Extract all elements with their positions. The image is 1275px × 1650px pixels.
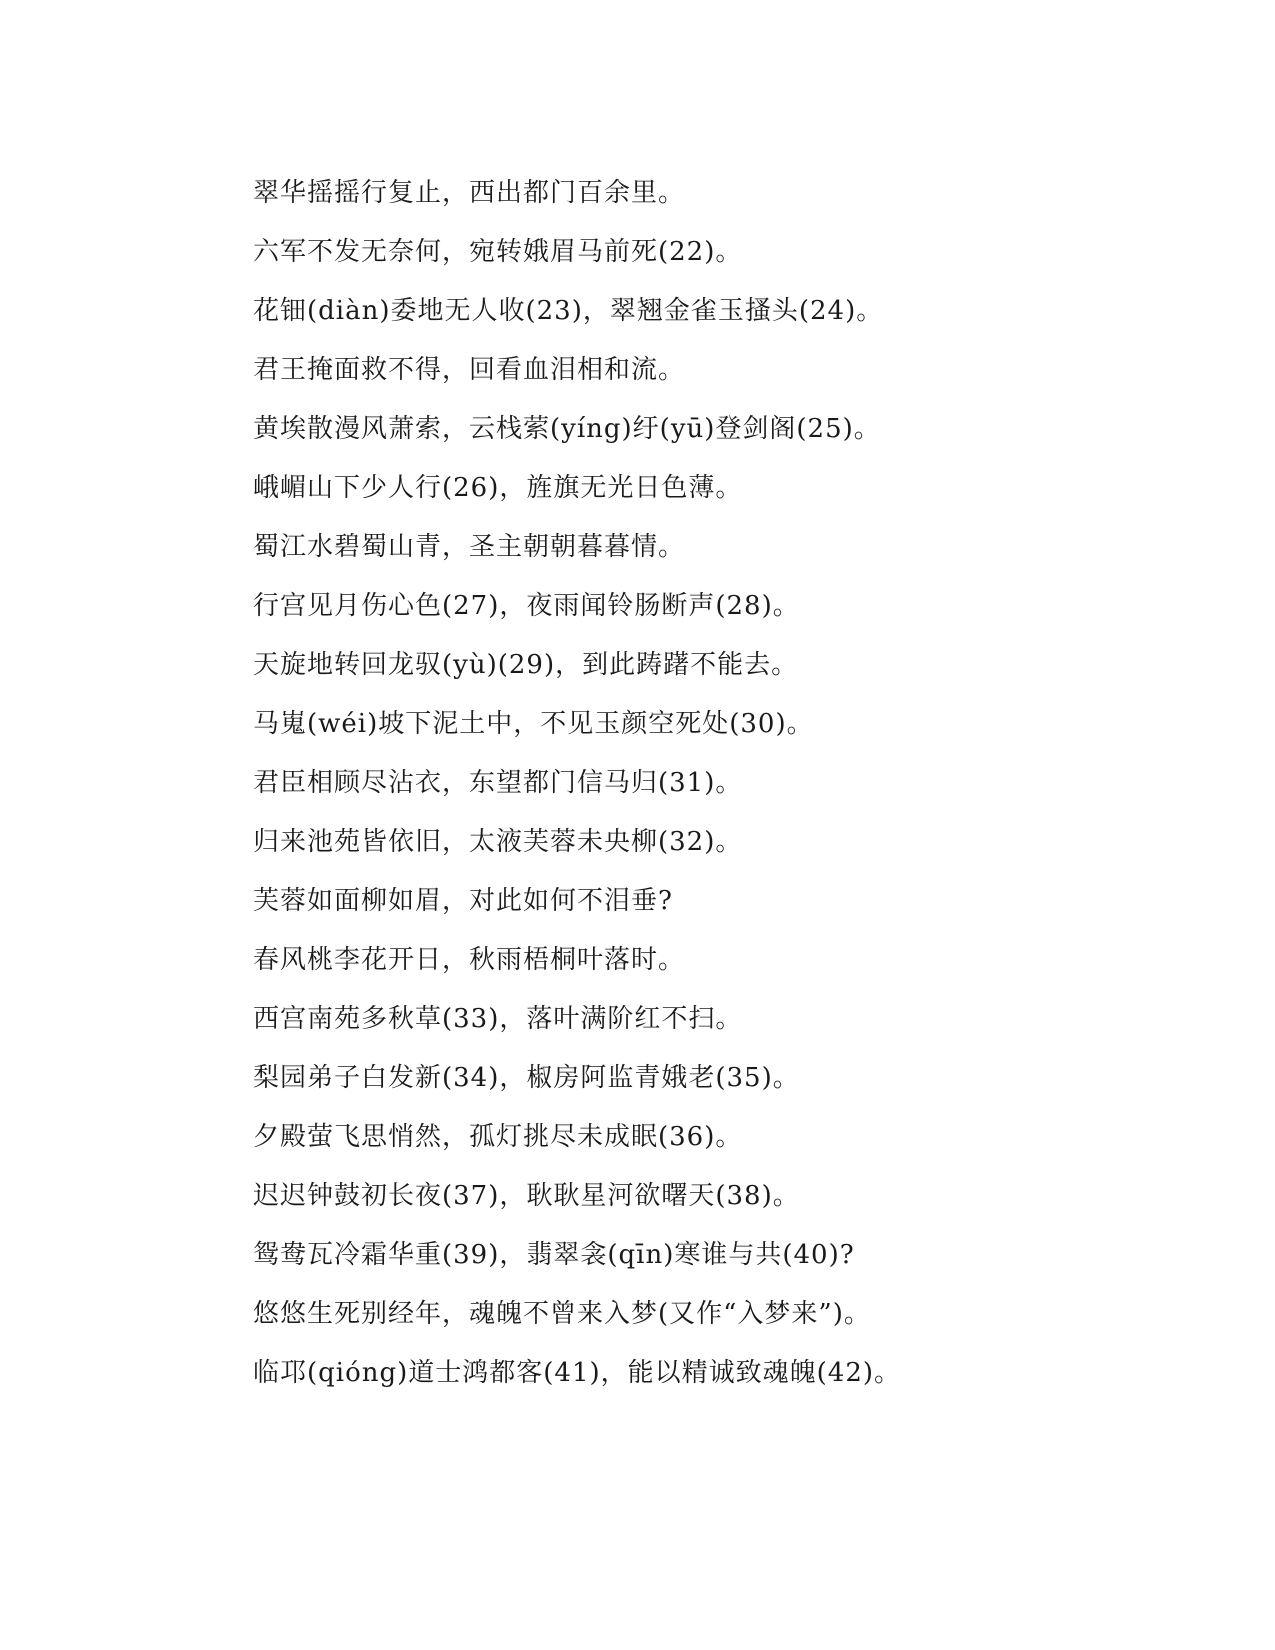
poem-line: 鸳鸯瓦冷霜华重(39)，翡翠衾(qīn)寒谁与共(40)? (253, 1240, 855, 1270)
poem-line: 蜀江水碧蜀山青，圣主朝朝暮暮情。 (253, 532, 686, 562)
poem-line: 君臣相顾尽沾衣，东望都门信马归(31)。 (253, 768, 743, 798)
poem-line: 六军不发无奈何，宛转娥眉马前死(22)。 (253, 237, 743, 267)
poem-line: 归来池苑皆依旧，太液芙蓉未央柳(32)。 (253, 827, 743, 857)
poem-line: 迟迟钟鼓初长夜(37)，耿耿星河欲曙天(38)。 (253, 1181, 800, 1211)
poem-line: 悠悠生死别经年，魂魄不曾来入梦(又作“入梦来”)。 (253, 1299, 871, 1329)
poem-line: 峨嵋山下少人行(26)，旌旗无光日色薄。 (253, 473, 743, 503)
poem-line: 梨园弟子白发新(34)，椒房阿监青娥老(35)。 (253, 1063, 800, 1093)
poem-line: 黄埃散漫风萧索，云栈萦(yíng)纡(yū)登剑阁(25)。 (253, 414, 881, 444)
poem-line: 夕殿萤飞思悄然，孤灯挑尽未成眠(36)。 (253, 1122, 743, 1152)
poem-line: 君王掩面救不得，回看血泪相和流。 (253, 355, 686, 385)
poem-line: 春风桃李花开日，秋雨梧桐叶落时。 (253, 945, 686, 975)
poem-line: 花钿(diàn)委地无人收(23)，翠翘金雀玉搔头(24)。 (253, 296, 884, 326)
poem-text (253, 164, 1213, 1403)
poem-line: 临邛(qióng)道士鸿都客(41)，能以精诚致魂魄(42)。 (253, 1358, 902, 1388)
poem-line: 西宫南苑多秋草(33)，落叶满阶红不扫。 (253, 1004, 743, 1034)
poem-line: 翠华摇摇行复止，西出都门百余里。 (253, 178, 686, 208)
poem-line: 行宫见月伤心色(27)，夜雨闻铃肠断声(28)。 (253, 591, 800, 621)
poem-line: 芙蓉如面柳如眉，对此如何不泪垂? (253, 886, 673, 916)
poem-line: 马嵬(wéi)坡下泥土中，不见玉颜空死处(30)。 (253, 709, 814, 739)
poem-line: 天旋地转回龙驭(yù)(29)，到此踌躇不能去。 (253, 650, 799, 680)
